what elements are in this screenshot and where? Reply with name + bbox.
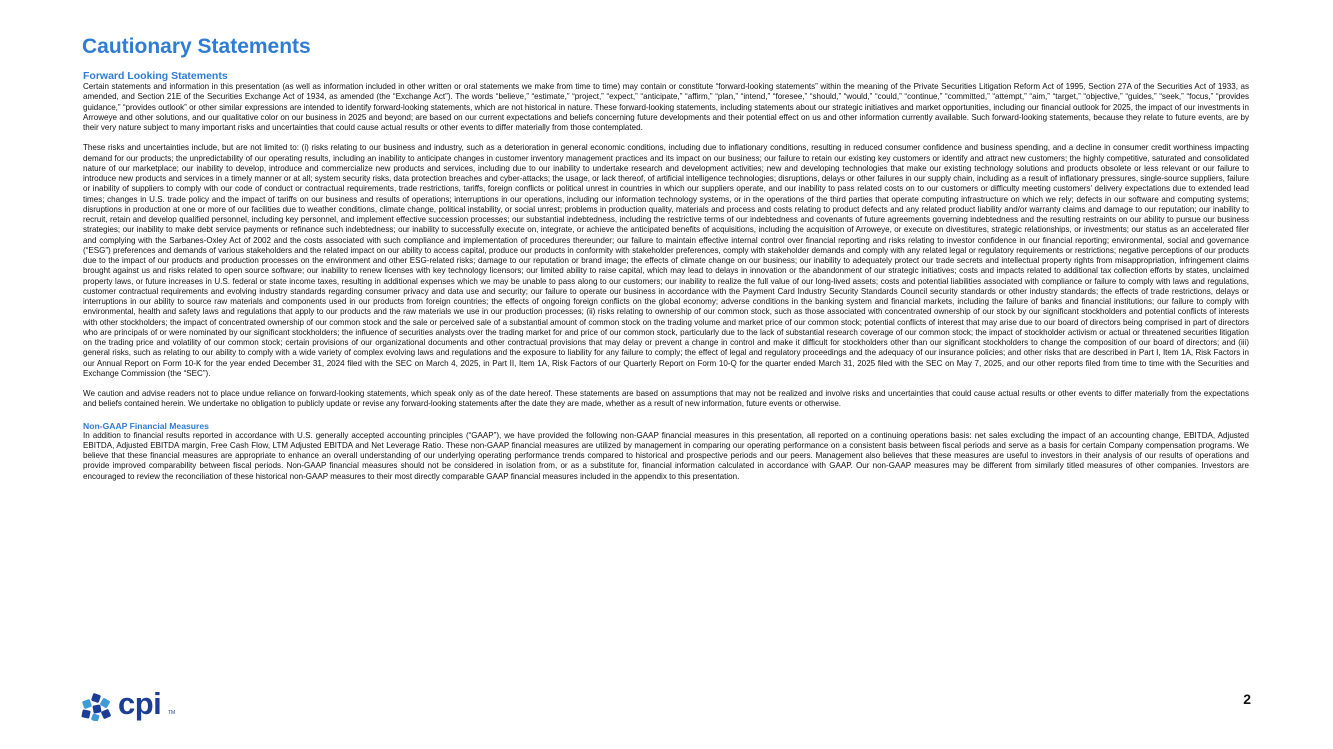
- non-gaap-paragraph: In addition to financial results reported in accordance with U.S. generally accepted accounting principles (“GAAP”), we have provided the following non-GAAP financial measures in this presentation, all reported on a continuing operations basis: net sales excluding the impact of an accounting change, EBITDA, Adjusted EBITDA, Adjusted EBITDA margin, Free Cash Flow, LTM Adjusted EBITDA and Net Leverage Ratio. These non-GAAP financial measures are utilized by management in comparing our operating performance on a consistent basis between fiscal periods and serve as a basis for certain Company compensation programs. We believe that these financial measures are appropriate to enhance an overall understanding of our underlying operating performance trends compared to historical and prospective periods and our peers. Management also believes that these measures are useful to investors in their analysis of our results of operations and provide improved comparability between fiscal periods. Non-GAAP financial measures should not be considered in isolation from, or as a substitute for, financial information calculated in accordance with GAAP. Our non-GAAP measures may be different from similarly titled measures of other companies. Investors are encouraged to review the reconciliation of these historical non-GAAP measures to their most directly comparable GAAP financial measures included in the appendix to this presentation.: [83, 430, 1249, 481]
- logo-wordmark: cpi: [118, 686, 162, 721]
- page-title: Cautionary Statements: [82, 35, 311, 58]
- forward-looking-heading: Forward Looking Statements: [83, 70, 228, 82]
- logo-trademark: TM: [168, 710, 176, 716]
- forward-looking-paragraph-3: We caution and advise readers not to place undue reliance on forward-looking statements, which speak only as of the date hereof. These statements are based on assumptions that may not be realized and involve risks and uncertainties that could cause actual results or other events to differ materially from the expectations and beliefs contained herein. We undertake no obligation to publicly update or revise any forward-looking statements after the date they are made, whether as a result of new information, future events or otherwise.: [83, 389, 1249, 409]
- forward-looking-paragraph-2: These risks and uncertainties include, but are not limited to: (i) risks relating to our business and industry, such as a deterioration in general economic conditions, including due to inflationary conditions, resulting in reduced consumer confidence and business spending, and a decline in consumer credit worthiness impacting demand for our products; the unpredictability of our operating results, including an inability to anticipate changes in customer inventory management practices and its impact on our business; our failure to retain our existing key customers or identify and attract new customers; the highly competitive, saturated and consolidated nature of our marketplace; our inability to develop, introduce and commercialize new products and services, including due to our inability to undertake research and development activities; new and developing technologies that make our existing technology solutions and products obsolete or less relevant or our failure to introduce new products and services in a timely manner or at all; system security risks, data protection breaches and cyber-attacks; the usage, or lack thereof, of artificial intelligence technologies; disruptions, delays or other failures in our supply chain, including as a result of inflationary pressures, single-source suppliers, failure or inability of suppliers to comply with our code of conduct or contractual requirements, trade restrictions, tariffs, foreign conflicts or political unrest in countries in which our suppliers operate, and our inability to pass related costs on to our customers or difficulty meeting customers’ delivery expectations due to extended lead times; changes in U.S. trade policy and the impact of tariffs on our business and results of operations; interruptions in our operations, including our information technology systems, or in the operations of the third parties that operate computing infrastructure on which we rely; defects in our software and computing systems; disruptions in production at one or more of our facilities due to weather conditions, climate change, political instability, or social unrest; problems in production quality, materials and process and costs relating to product defects and any related product liability and/or warranty claims and damage to our reputation; our inability to recruit, retain and develop qualified personnel, including key personnel, and implement effective succession processes; our substantial indebtedness, including the restrictive terms of our indebtedness and covenants of future agreements governing indebtedness and the resulting restraints on our ability to pursue our business strategies; our inability to make debt service payments or refinance such indebtedness; our inability to successfully execute on, integrate, or achieve the anticipated benefits of acquisitions, including the acquisition of Arroweye, or execute on divestitures, strategic relationships, or investments; our status as an accelerated filer and complying with the Sarbanes-Oxley Act of 2002 and the costs associated with such compliance and implementation of procedures thereunder; our failure to maintain effective internal control over financial reporting and risks relating to investor confidence in our financial reporting; environmental, social and governance (“ESG”) preferences and demands of various stakeholders and the related impact on our ability to access capital, produce our products in conformity with stakeholder preferences, comply with stakeholder demands and comply with any related legal or regulatory requirements or restrictions; negative perceptions of our products due to the impact of our products and production processes on the environment and other ESG-related risks; damage to our reputation or brand image; the effects of climate change on our business; our inability to adequately protect our trade secrets and intellectual property rights from misappropriation, infringement claims brought against us and risks related to open source software; our inability to renew licenses with key technology licensors; our limited ability to raise capital, which may lead to delays in innovation or the abandonment of our strategic initiatives; costs and impacts related to additional tax collection efforts by states, unclaimed property laws, or future increases in U.S. federal or state income taxes, resulting in additional expenses which we may be unable to pass along to our customers; our inability to realize the full value of our long-lived assets; costs and potential liabilities associated with compliance or failure to comply with laws and regulations, customer contractual requirements and evolving industry standards regarding consumer privacy and data use and security; our failure to operate our business in accordance with the Payment Card Industry Security Standards Council security standards or other industry standards; the effects of trade restrictions, delays or interruptions in our ability to source raw materials and components used in our products from foreign countries; the effects of ongoing foreign conflicts on the global economy; adverse conditions in the banking system and financial markets, including the failure of banks and financial institutions; our failure to comply with environmental, health and safety laws and regulations that apply to our products and the raw materials we use in our production processes; (ii) risks relating to ownership of our common stock, such as those associated with concentrated ownership of our stock by our significant stockholders and potential conflicts of interests with other stockholders; the impact of concentrated ownership of our common stock and the sale or perceived sale of a substantial amount of common stock on the trading volume and market price of our common stock; potential conflicts of interest that may arise due to our board of directors being comprised in part of directors who are principals of or were nominated by our significant stockholders; the influence of securities analysts over the trading market for and price of our common stock, particularly due to the lack of substantial research coverage of our common stock; the impact of stockholder activism or actual or threatened securities litigation on the trading price and volatility of our common stock; certain provisions of our organizational documents and other contractual provisions that may delay or prevent a change in control and make it difficult for stockholders other than our significant stockholders to change the composition of our board of directors; and (iii) general risks, such as relating to our ability to comply with a wide variety of complex evolving laws and regulations and the exposure to liability for any failure to comply; the effect of legal and regulatory proceedings and the adequacy of our insurance policies; and other risks that are described in Part I, Item 1A, Risk Factors in our Annual Report on Form 10-K for the year ended December 31, 2024 filed with the SEC on March 4, 2025, in Part II, Item 1A, Risk Factors of our Quarterly Report on Form 10-Q for the quarter ended March 31, 2025 filed with the SEC on May 7, 2025, and our other reports filed from time to time with the Securities and Exchange Commission (the “SEC”).: [83, 143, 1249, 378]
- cpi-logo-mark-icon: [80, 693, 116, 721]
- forward-looking-paragraph-1: Certain statements and information in this presentation (as well as information included in other written or oral statements we make from time to time) may contain or constitute “forward-looking statements” within the meaning of the Private Securities Litigation Reform Act of 1995, Section 27A of the Securities Act of 1933, as amended, and Section 21E of the Securities Exchange Act of 1934, as amended (the “Exchange Act”). The words “believe,” “estimate,” “project,” “expect,” “anticipate,” “affirm,” “plan,” “intend,” “foresee,” “should,” “would,” “could,” “continue,” “committed,” “attempt,” “aim,” “target,” “objective,” “guides,” “seek,” “focus,” “provides guidance,” “provides outlook” or other similar expressions are intended to identify forward-looking statements, which are not historical in nature. These forward-looking statements, including statements about our strategic initiatives and market opportunities, including our financial outlook for 2025, the impact of our investments in Arroweye and other solutions, and our qualitative color on our business in 2025 and beyond; are based on our current expectations and beliefs concerning future developments and their potential effect on us and other information currently available. Such forward-looking statements, because they relate to future events, are by their very nature subject to many important risks and uncertainties that could cause actual results or other events to differ materially from those contemplated.: [83, 82, 1249, 132]
- content-body: [83, 70, 1249, 482]
- company-logo: [80, 686, 190, 721]
- page-number: 2: [1243, 691, 1251, 707]
- non-gaap-heading: Non-GAAP Financial Measures: [83, 420, 209, 431]
